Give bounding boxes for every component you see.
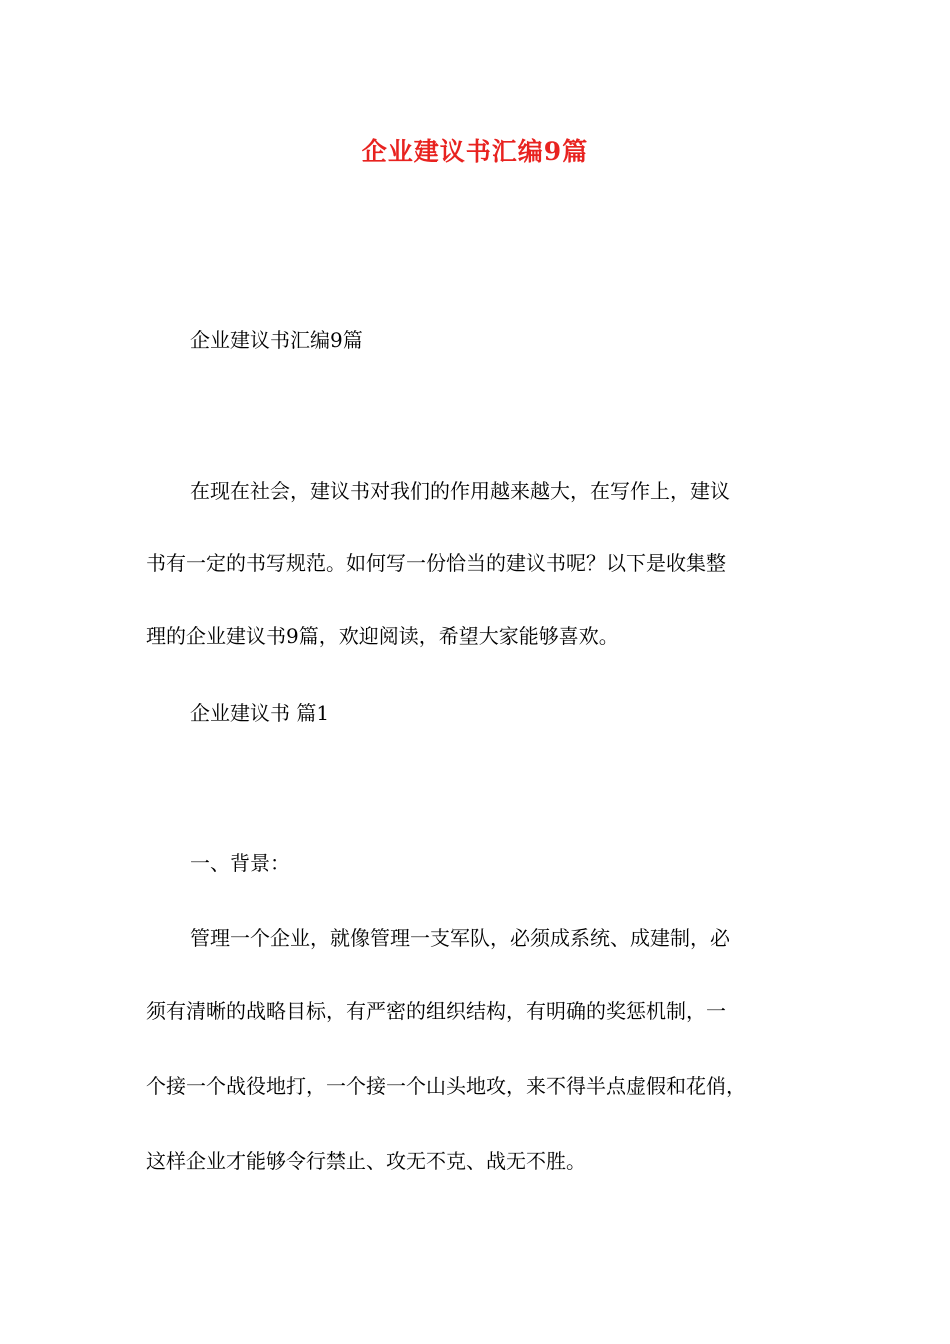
intro-line-1: 在现在社会，建议书对我们的作用越来越大，在写作上，建议 <box>190 479 730 503</box>
background-heading: 一、背景： <box>190 851 290 875</box>
body-line-2: 须有清晰的战略目标，有严密的组织结构，有明确的奖惩机制，一 <box>146 999 726 1023</box>
section-heading: 企业建议书 篇1 <box>190 701 330 725</box>
intro-line-2: 书有一定的书写规范。如何写一份恰当的建议书呢？以下是收集整 <box>146 551 726 575</box>
body-line-1: 管理一个企业，就像管理一支军队，必须成系统、成建制，必 <box>190 926 730 950</box>
intro-line-3: 理的企业建议书9篇，欢迎阅读，希望大家能够喜欢。 <box>146 624 619 648</box>
document-title: 企业建议书汇编9篇 <box>361 137 589 166</box>
document-subtitle: 企业建议书汇编9篇 <box>190 328 363 352</box>
body-line-3: 个接一个战役地打，一个接一个山头地攻，来不得半点虚假和花俏， <box>146 1074 746 1098</box>
body-line-4: 这样企业才能够令行禁止、攻无不克、战无不胜。 <box>146 1149 586 1173</box>
